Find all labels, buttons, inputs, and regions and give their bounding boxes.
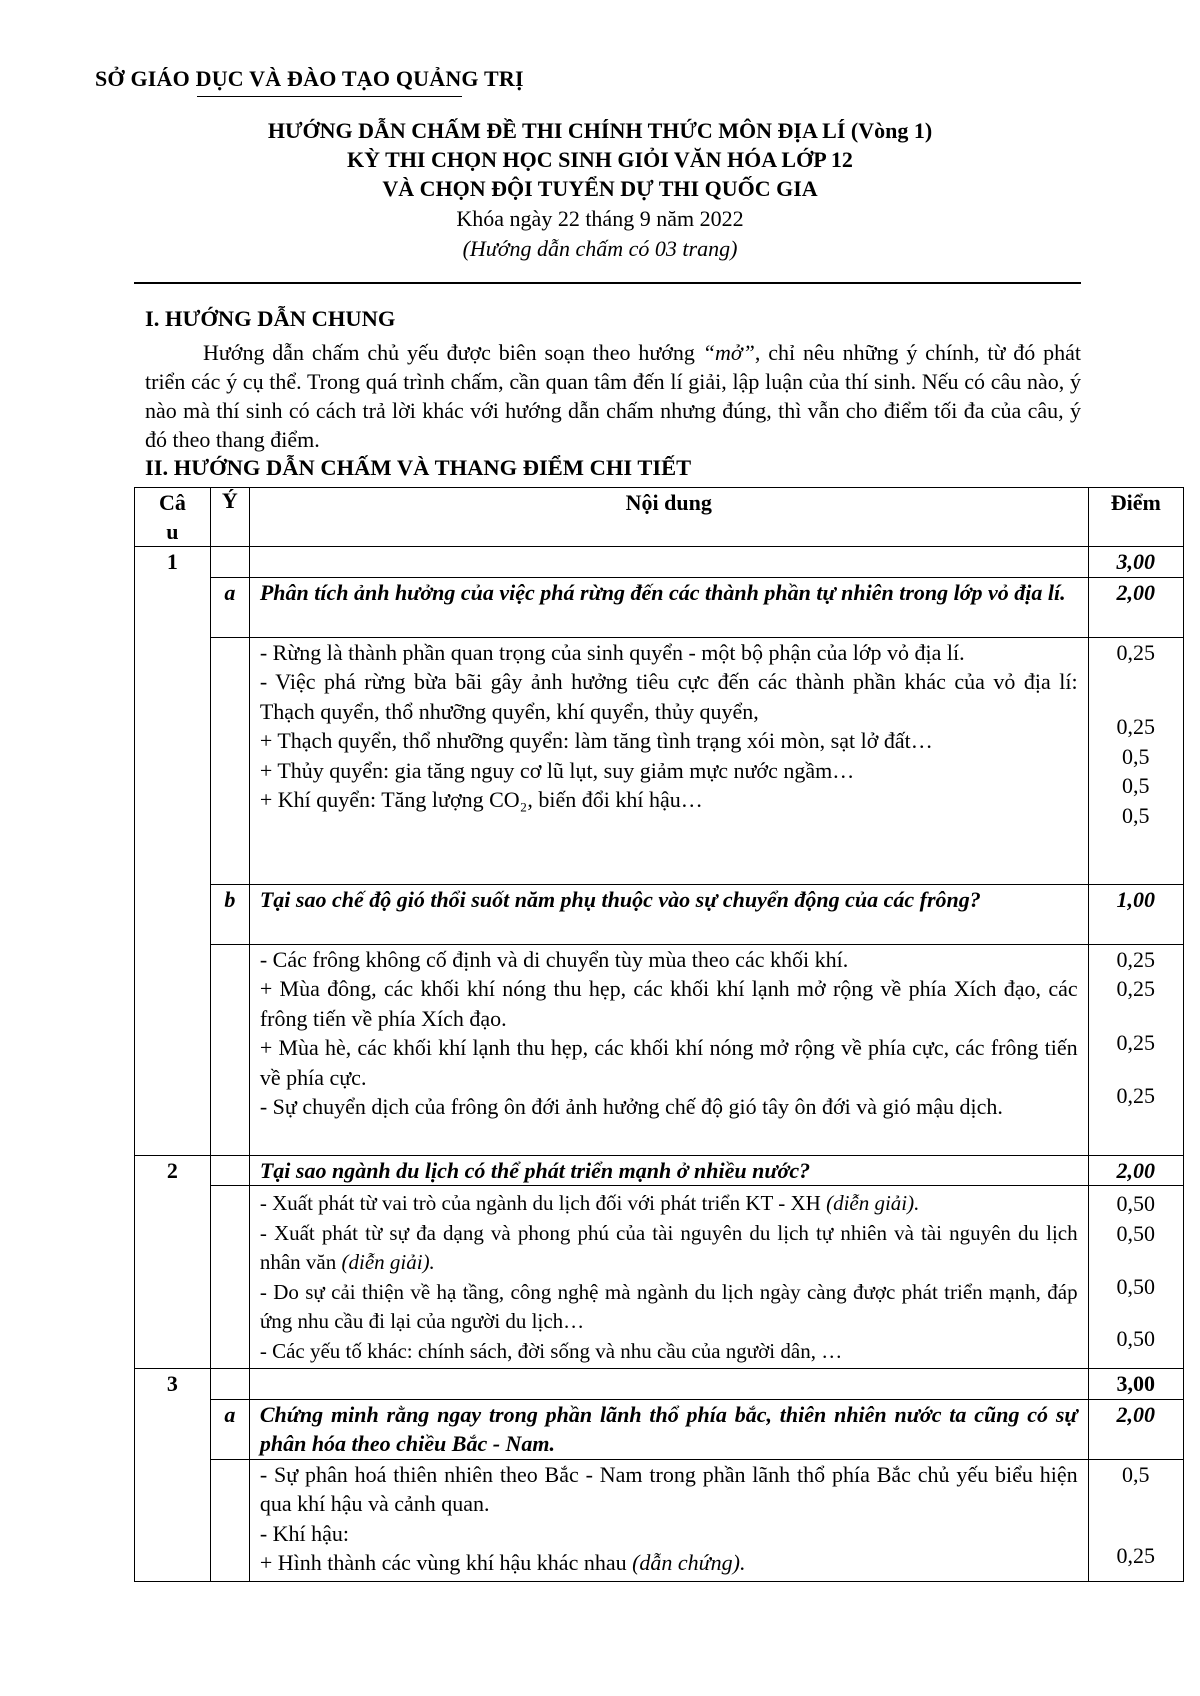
q1b-score: 1,00 — [1088, 884, 1183, 944]
header-score: Điểm — [1088, 488, 1183, 547]
q3a-content: - Sự phân hoá thiên nhiên theo Bắc - Nam trong phần lãnh thổ phía Bắc chủ yếu biểu hiện qua khí hậu và cảnh quan. - Khí hậu: + Hình thành các vùng khí hậu khác nhau (dẫn chứng). — [249, 1459, 1088, 1581]
header-content: Nội dung — [249, 488, 1088, 547]
section-1-paragraph — [145, 338, 1081, 454]
title-line-2: KỲ THI CHỌN HỌC SINH GIỎI VĂN HÓA LỚP 12 — [347, 147, 853, 172]
q1-total: 3,00 — [1088, 547, 1183, 578]
page-count-note: (Hướng dẫn chấm có 03 trang) — [462, 236, 738, 261]
intro-text-before: Hướng dẫn chấm chủ yếu được biên soạn theo hướng — [203, 340, 703, 365]
q1a-question: Phân tích ảnh hưởng của việc phá rừng đến các thành phần tự nhiên trong lớp vỏ địa lí. — [249, 577, 1088, 637]
q1b-question: Tại sao chế độ gió thổi suốt năm phụ thuộc vào sự chuyển động của các frông? — [249, 884, 1088, 944]
exam-date: Khóa ngày 22 tháng 9 năm 2022 — [456, 206, 744, 231]
q1b-label: b — [210, 884, 249, 944]
title-line-1: HƯỚNG DẪN CHẤM ĐỀ THI CHÍNH THỨC MÔN ĐỊA LÍ (Vòng 1) — [267, 118, 933, 143]
q1a-line-2: - Việc phá rừng bừa bãi gây ảnh hưởng tiêu cực đến các thành phần khác của vỏ địa lí: Thạch quyển, thổ nhưỡng quyển, khí quyển, thủy quyển, — [259, 669, 1078, 724]
q1a-score: 2,00 — [1088, 577, 1183, 637]
q1a-line-1: - Rừng là thành phần quan trọng của sinh quyển - một bộ phận của lớp vỏ địa lí. — [259, 639, 965, 665]
q1a-line-5: + Khí quyển: Tăng lượng CO₂, biến đổi khí hậu… — [259, 787, 703, 812]
table-row — [135, 1369, 1184, 1400]
intro-quoted: “mở” — [702, 340, 755, 365]
table-row — [135, 1459, 1184, 1581]
header-rule — [134, 282, 1081, 284]
q1b-points: 0,25 0,25 0,25 0,25 — [1088, 944, 1183, 1155]
table-row — [135, 577, 1184, 637]
table-header-row — [135, 488, 1184, 547]
table-row — [135, 1155, 1184, 1186]
q3-total: 3,00 — [1088, 1369, 1183, 1400]
q3a-question: Chứng minh rằng ngay trong phần lãnh thổ phía bắc, thiên nhiên nước ta cũng có sự phân hóa theo chiều Bắc - Nam. — [249, 1399, 1088, 1459]
q3a-label: a — [210, 1399, 249, 1459]
q3-number: 3 — [135, 1369, 211, 1582]
agency-name: SỞ GIÁO DỤC VÀ ĐÀO TẠO QUẢNG TRỊ — [95, 66, 524, 91]
table-row — [135, 547, 1184, 578]
section-1-heading: I. HƯỚNG DẪN CHUNG — [145, 306, 396, 331]
q2-content: - Xuất phát từ vai trò của ngành du lịch đối với phát triển KT - XH (diễn giải). - Xuất phát từ sự đa dạng và phong phú của tài nguyên du lịch tự nhiên và tài nguyên du lịch nhân văn (diễn giải). - Do sự cải thiện về hạ tầng, công nghệ mà ngành du lịch ngày càng được phát triển mạnh, đáp ứng nhu cầu đi lại của người du lịch… - Các yếu tố khác: chính sách, đời sống và nhu cầu của người dân, … — [249, 1186, 1088, 1369]
q3a-points: 0,5 0,25 — [1088, 1459, 1183, 1581]
table-row — [135, 884, 1184, 944]
header-y: Ý — [210, 488, 249, 547]
table-row — [135, 944, 1184, 1155]
q1a-points: 0,25 0,25 0,5 0,5 0,5 — [1088, 637, 1183, 884]
q2-number: 2 — [135, 1155, 211, 1369]
q1-number: 1 — [135, 547, 211, 1156]
table-row — [135, 1186, 1184, 1369]
q1a-line-3: + Thạch quyển, thổ nhưỡng quyển: làm tăng tình trạng xói mòn, sạt lở đất… — [259, 728, 933, 753]
header-cau: Câu — [135, 488, 211, 547]
q1a-content — [249, 637, 1088, 884]
q2-question: Tại sao ngành du lịch có thể phát triển mạnh ở nhiều nước? — [249, 1155, 1088, 1186]
q1a-label: a — [210, 577, 249, 637]
q3a-score: 2,00 — [1088, 1399, 1183, 1459]
q2-score: 2,00 — [1088, 1155, 1183, 1186]
table-row — [135, 637, 1184, 884]
q2-points: 0,50 0,50 0,50 0,50 — [1088, 1186, 1183, 1369]
agency-underline — [197, 96, 462, 97]
table-row — [135, 1399, 1184, 1459]
section-2-heading: II. HƯỚNG DẪN CHẤM VÀ THANG ĐIỂM CHI TIẾT — [145, 455, 692, 480]
title-line-3: VÀ CHỌN ĐỘI TUYỂN DỰ THI QUỐC GIA — [382, 176, 818, 201]
q1a-line-4: + Thủy quyển: gia tăng nguy cơ lũ lụt, suy giảm mực nước ngầm… — [259, 757, 855, 783]
scoring-table — [134, 487, 1184, 1582]
q1b-content: - Các frông không cố định và di chuyển tùy mùa theo các khối khí. + Mùa đông, các khối khí nóng thu hẹp, các khối khí lạnh mở rộng về phía Xích đạo, các frông tiến về phía Xích đạo. + Mùa hè, các khối khí lạnh thu hẹp, các khối khí nóng mở rộng về phía cực, các frông tiến về phía cực. - Sự chuyển dịch của frông ôn đới ảnh hưởng chế độ gió tây ôn đới và gió mậu dịch. — [249, 944, 1088, 1155]
intro-text-after: , chỉ nêu những ý chính, từ đó phát triển các ý cụ thể. Trong quá trình chấm, cần quan tâm đến lí giải, lập luận của thí sinh. Nếu có câu nào, ý nào mà thí sinh có cách trả lời khác với hướng dẫn chấm nhưng đúng, thì vẫn cho điểm tối đa của câu, ý đó theo thang điểm. — [145, 340, 1081, 452]
